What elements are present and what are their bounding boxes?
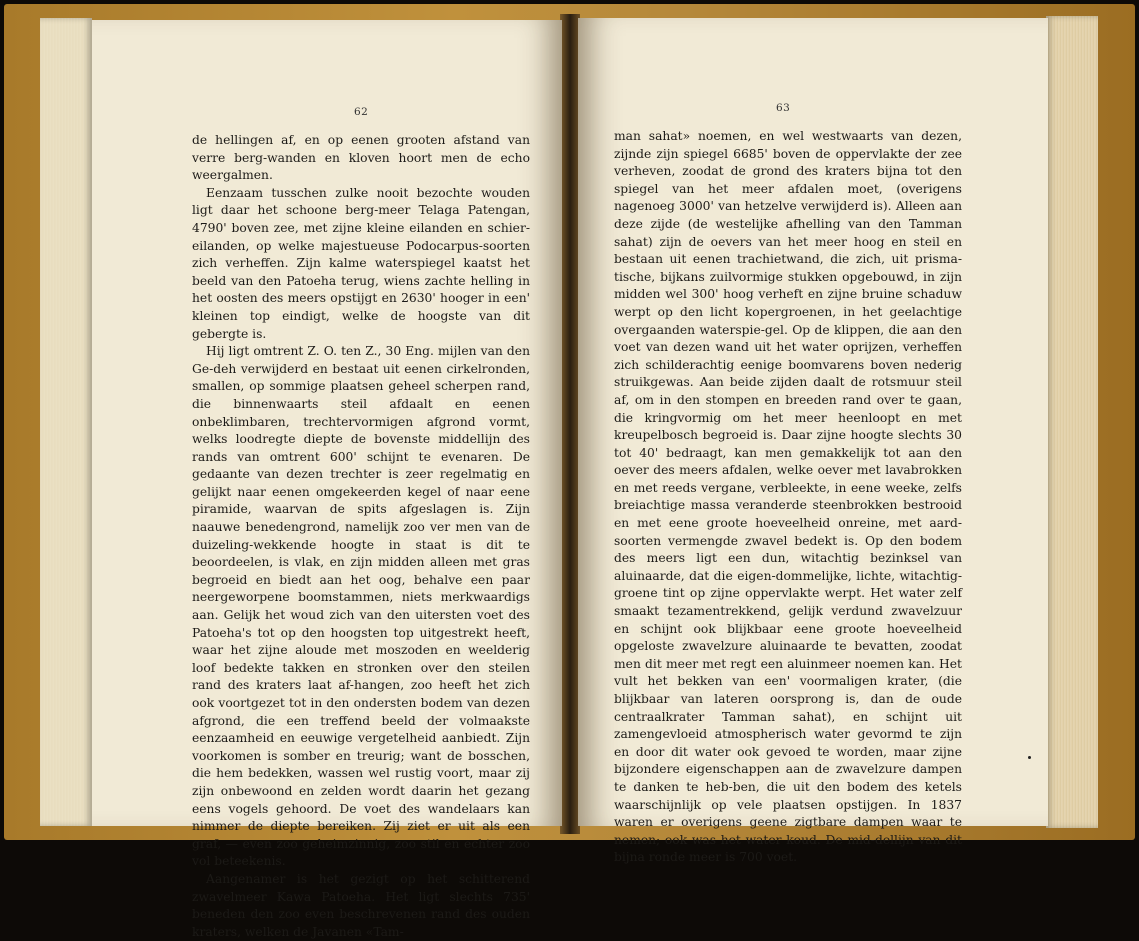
page-edges-left bbox=[40, 18, 92, 826]
page-number-left: 62 bbox=[354, 106, 369, 118]
left-page-text bbox=[192, 132, 530, 941]
paragraph: de hellingen af, en op eenen grooten afstand van verre berg-wanden en kloven hoort men de echo weergalmen. bbox=[192, 133, 530, 183]
page-number-right: 63 bbox=[776, 102, 791, 114]
paragraph: man sahat» noemen, en wel westwaarts van dezen, zijnde zijn spiegel 6685' boven de oppervlakte der zee verheven, zoodat de grond des kraters bijna tot den spiegel van het meer afdalen moet, (overigens nagenoeg 3000' van hetzelve verwijderd is). Alleen aan deze zijde (de westelijke afhelling van den Tamman sahat) zijn de oevers van het meer hoog en steil en bestaan uit eenen trachietwand, die zich, uit prisma-tische, bijkans zuilvormige stukken opgebouwd, in zijn midden wel 300' hoog verheft en zijne bruine schaduw werpt op den licht kopergroenen, in het geelachtige overgaanden waterspie-gel. Op de klippen, die aan den voet van dezen wand uit het water oprijzen, verheffen zich schilderachtig eenige boomvarens boven nederig struikgewas. Aan beide zijden daalt de rotsmuur steil af, om in den stompen en breeden rand over te gaan, die kringvormig om het meer heenloopt en met kreupelbosch begroeid is. Daar zijne hoogte slechts 30 tot 40' bedraagt, kan men gemakkelijk tot aan den oever des meers afdalen, welke oever met lavabrokken en met reeds vergane, verbleekte, in eene weeke, zelfs breiachtige massa veranderde steenbrokken bestrooid en met eene groote hoeveelheid onreine, met aard-soorten vermengde zwavel bedekt is. Op den bodem des meers ligt een dun, witachtig bezinksel van aluinaarde, dat die eigen-dommelijke, lichte, witachtig-groene tint op zijne oppervlakte werpt. Het water zelf smaakt tezamentrekkend, gelijk verdund zwavelzuur en schijnt ook blijkbaar eene groote hoeveelheid opgeloste zwavelzure aluinaarde te bevatten, zoodat men dit meer met regt een aluinmeer noemen kan. Het vult het bekken van een' voormaligen krater, (die blijkbaar van lateren oorsprong is, dan de oude centraalkrater Tamman sahat), en schijnt uit zamengevloeid atmospherisch water gevormd te zijn en door dit water ook gevoed te worden, maar zijne bijzondere eigenschappen aan de zwavelzure dampen te danken te heb-ben, die uit den bodem des ketels waarschijnlijk op vele plaatsen opstijgen. In 1837 waren er overigens geene zigtbare dampen waar te nemen; ook was het water koud. De mid-dellijn van dit bijna ronde meer is 700 voet. bbox=[614, 129, 962, 865]
paragraph: Aangenamer is het gezigt op het schitterend zwavelmeer Kawa Patoeha. Het ligt slechts 735' beneden den zoo even beschrevenen rand des ouden kraters, welken de Javanen «Tam- bbox=[192, 871, 530, 939]
paragraph: Hij ligt omtrent Z. O. ten Z., 30 Eng. mijlen van den Ge-deh verwijderd en bestaat uit eenen cirkelronden, smallen, op sommige plaatsen geheel scherpen rand, die binnenwaarts steil afdaalt en eenen onbeklimbaren, trechtervormigen afgrond vormt, welks loodregte diepte de bovenste middellijn des rands van omtrent 600' schijnt te evenaren. De gedaante van dezen trechter is zeer regelmatig en gelijkt naar eenen omgekeerden kegel of naar eene piramide, waarvan de spits afgeslagen is. Zijn naauwe benedengrond, namelijk zoo ver men van de duizeling-wekkende hoogte in staat is dit te beoordeelen, is vlak, en zijn midden alleen met gras begroeid en biedt aan het oog, behalve een paar neergeworpene boomstammen, niets merkwaardigs aan. Gelijk het woud zich van den uitersten voet des Patoeha's tot op den hoogsten top uitgestrekt heeft, waar het zijne aloude met moszoden en weelderig loof bedekte takken en stronken over den steilen rand des kraters laat af-hangen, zoo heeft het zich ook voortgezet tot in den ondersten bodem van dezen afgrond, die een treffend beeld der volmaakste eenzaamheid en eeuwige vergetelheid aanbiedt. Zijn voorkomen is somber en treurig; want de bosschen, die hem bedekken, wassen wel rustig voort, maar zij zijn onbewoond en zelden wordt daarin het gezang eens vogels gehoord. De voet des wandelaars kan nimmer de diepte bereiken. Zij ziet er uit als een graf, — even zoo geheimzinnig, zoo stil en echter zoo vol beteekenis. bbox=[192, 344, 530, 869]
right-page bbox=[578, 18, 1048, 865]
left-page bbox=[92, 20, 562, 939]
paragraph: Eenzaam tusschen zulke nooit bezochte wouden ligt daar het schoone berg-meer Telaga Patengan, 4790' boven zee, met zijne kleine eilanden en schier-eilanden, op welke majestueuse Podocarpus-soorten zich verheffen. Zijn kalme waterspiegel kaatst het beeld van den Patoeha terug, wiens zachte helling in het oosten des meers opstijgt en 2630' hooger in een' kleinen top eindigt, welke de hoogste van dit gebergte is. bbox=[192, 185, 530, 341]
page-edges-right bbox=[1046, 16, 1098, 828]
book-gutter bbox=[560, 14, 580, 834]
right-page-text bbox=[614, 128, 962, 867]
ink-speck bbox=[1028, 756, 1031, 759]
